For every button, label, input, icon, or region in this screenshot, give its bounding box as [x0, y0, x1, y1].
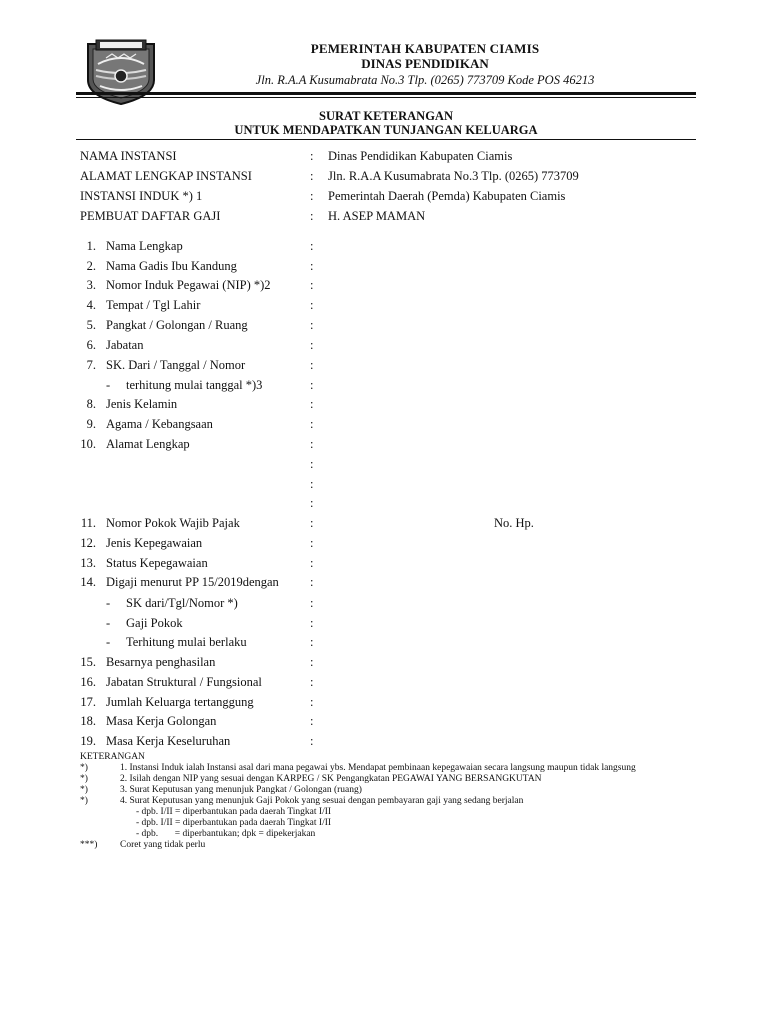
item-dash: -: [106, 378, 111, 392]
item-colon: :: [310, 239, 314, 253]
item-label: Besarnya penghasilan: [106, 655, 216, 669]
item-number: 7.: [86, 358, 96, 372]
item-colon: :: [310, 616, 314, 630]
info-colon: :: [310, 169, 314, 183]
item-dash: -: [106, 635, 111, 649]
item-number: 18.: [80, 714, 96, 728]
item-colon: :: [310, 536, 314, 550]
letterhead-rule-thick: [76, 92, 696, 95]
item-label: Jumlah Keluarga tertanggung: [106, 695, 254, 709]
title-line-2: UNTUK MENDAPATKAN TUNJANGAN KELUARGA: [234, 123, 538, 137]
note-mark: *): [80, 763, 88, 773]
item-colon: :: [310, 556, 314, 570]
note-text: 2. Isilah dengan NIP yang sesuai dengan KARPEG / SK Pengangkatan PEGAWAI YANG BERSANGKUTAN: [120, 774, 542, 784]
item-number: 19.: [80, 734, 96, 748]
item-colon: :: [310, 575, 314, 589]
note-text: Coret yang tidak perlu: [120, 840, 206, 850]
item-colon: :: [310, 655, 314, 669]
item-colon: :: [310, 477, 314, 491]
item-colon: :: [310, 496, 314, 510]
item-colon: :: [310, 596, 314, 610]
info-label: NAMA INSTANSI: [80, 149, 177, 163]
item-label: Masa Kerja Keseluruhan: [106, 734, 231, 748]
info-label: ALAMAT LENGKAP INSTANSI: [80, 169, 252, 183]
item-number: 6.: [86, 338, 96, 352]
note-item: [80, 785, 700, 796]
item-label: Masa Kerja Golongan: [106, 714, 217, 728]
note-text: 4. Surat Keputusan yang menunjuk Gaji Pokok yang sesuai dengan pembayaran gaji yang sedang berjalan: [120, 796, 524, 806]
agency-address: Jln. R.A.A Kusumabrata No.3 Tlp. (0265) 773709 Kode POS 46213: [255, 73, 595, 87]
item-label: Terhitung mulai berlaku: [126, 635, 247, 649]
item-label: Nama Gadis Ibu Kandung: [106, 259, 237, 273]
item-number: 9.: [86, 417, 96, 431]
info-label: PEMBUAT DAFTAR GAJI: [80, 209, 221, 223]
item-colon: :: [310, 397, 314, 411]
item-colon: :: [310, 378, 314, 392]
item-number: 3.: [86, 278, 96, 292]
item-label: Gaji Pokok: [126, 616, 183, 630]
government-name: PEMERINTAH KABUPATEN CIAMIS: [310, 41, 540, 56]
note-item: [80, 774, 700, 785]
item-label: Alamat Lengkap: [106, 437, 190, 451]
item-number: 10.: [80, 437, 96, 451]
item-number: 1.: [86, 239, 96, 253]
notes-title: KETERANGAN: [80, 752, 145, 762]
item-number: 11.: [80, 516, 96, 530]
info-colon: :: [310, 189, 314, 203]
title-line-1: SURAT KETERANGAN: [319, 109, 453, 123]
item-label: terhitung mulai tanggal *)3: [126, 378, 263, 392]
item-colon: :: [310, 734, 314, 748]
note-text: 1. Instansi Induk ialah Instansi asal dari mana pegawai ybs. Mendapat pembinaan kepegawaian secara langsung maupun tidak langsung: [120, 763, 636, 773]
note-subitem: - dpb. I/II = diperbantukan pada daerah Tingkat I/II: [136, 818, 332, 828]
note-subitem: - dpb. = diperbantukan; dpk = dipekerjakan: [136, 829, 316, 839]
info-colon: :: [310, 149, 314, 163]
item-colon: :: [310, 457, 314, 471]
item-label: Tempat / Tgl Lahir: [106, 298, 201, 312]
item-colon: :: [310, 338, 314, 352]
item-colon: :: [310, 417, 314, 431]
note-item: [80, 796, 700, 807]
item-colon: :: [310, 675, 314, 689]
item-number: 13.: [80, 556, 96, 570]
item-colon: :: [310, 695, 314, 709]
item-dash: -: [106, 616, 111, 630]
notes-section: [80, 752, 700, 851]
item-label: Digaji menurut PP 15/2019dengan: [106, 575, 279, 589]
info-colon: :: [310, 209, 314, 223]
item-colon: :: [310, 278, 314, 292]
item-number: 14.: [80, 575, 96, 589]
title-rule: [76, 139, 696, 140]
info-value: H. ASEP MAMAN: [328, 209, 426, 223]
item-label: Agama / Kebangsaan: [106, 417, 213, 431]
item-number: 16.: [80, 675, 96, 689]
item-number: 15.: [80, 655, 96, 669]
item-label: Jenis Kelamin: [106, 397, 178, 411]
item-label: Nomor Induk Pegawai (NIP) *)2: [106, 278, 271, 292]
item-label: Status Kepegawaian: [106, 556, 208, 570]
letterhead-rule-thin: [76, 97, 696, 98]
item-colon: :: [310, 516, 314, 530]
note-mark: *): [80, 774, 88, 784]
item-number: 2.: [86, 259, 96, 273]
item-colon: :: [310, 259, 314, 273]
item-label: SK. Dari / Tanggal / Nomor: [106, 358, 246, 372]
item-label: Nomor Pokok Wajib Pajak: [106, 516, 240, 530]
letterhead: [170, 41, 680, 89]
item-dash: -: [106, 596, 111, 610]
phone-label: No. Hp.: [494, 516, 534, 530]
item-number: 8.: [86, 397, 96, 411]
info-value: Dinas Pendidikan Kabupaten Ciamis: [328, 149, 513, 163]
info-label: INSTANSI INDUK *) 1: [80, 189, 203, 203]
item-label: Pangkat / Golongan / Ruang: [106, 318, 248, 332]
item-label: Jabatan: [106, 338, 144, 352]
item-label: SK dari/Tgl/Nomor *): [126, 596, 238, 610]
note-mark: *): [80, 785, 88, 795]
item-colon: :: [310, 298, 314, 312]
item-colon: :: [310, 318, 314, 332]
note-subitem: - dpb. I/II = diperbantukan pada daerah Tingkat I/II: [136, 807, 332, 817]
item-label: Jenis Kepegawaian: [106, 536, 203, 550]
item-colon: :: [310, 635, 314, 649]
note-item: [80, 840, 700, 851]
item-number: 5.: [86, 318, 96, 332]
note-mark: *): [80, 796, 88, 806]
info-value: Pemerintah Daerah (Pemda) Kabupaten Ciamis: [328, 189, 566, 203]
info-value: Jln. R.A.A Kusumabrata No.3 Tlp. (0265) 773709: [328, 169, 579, 183]
note-item: [80, 763, 700, 774]
item-number: 17.: [80, 695, 96, 709]
note-text: 3. Surat Keputusan yang menunjuk Pangkat / Golongan (ruang): [120, 785, 362, 795]
note-mark: ***): [80, 840, 98, 850]
item-colon: :: [310, 714, 314, 728]
item-number: 12.: [80, 536, 96, 550]
item-colon: :: [310, 437, 314, 451]
item-label: Nama Lengkap: [106, 239, 183, 253]
document-title: [76, 109, 696, 137]
item-label: Jabatan Struktural / Fungsional: [106, 675, 262, 689]
agency-name: DINAS PENDIDIKAN: [361, 56, 489, 71]
item-colon: :: [310, 358, 314, 372]
item-number: 4.: [86, 298, 96, 312]
